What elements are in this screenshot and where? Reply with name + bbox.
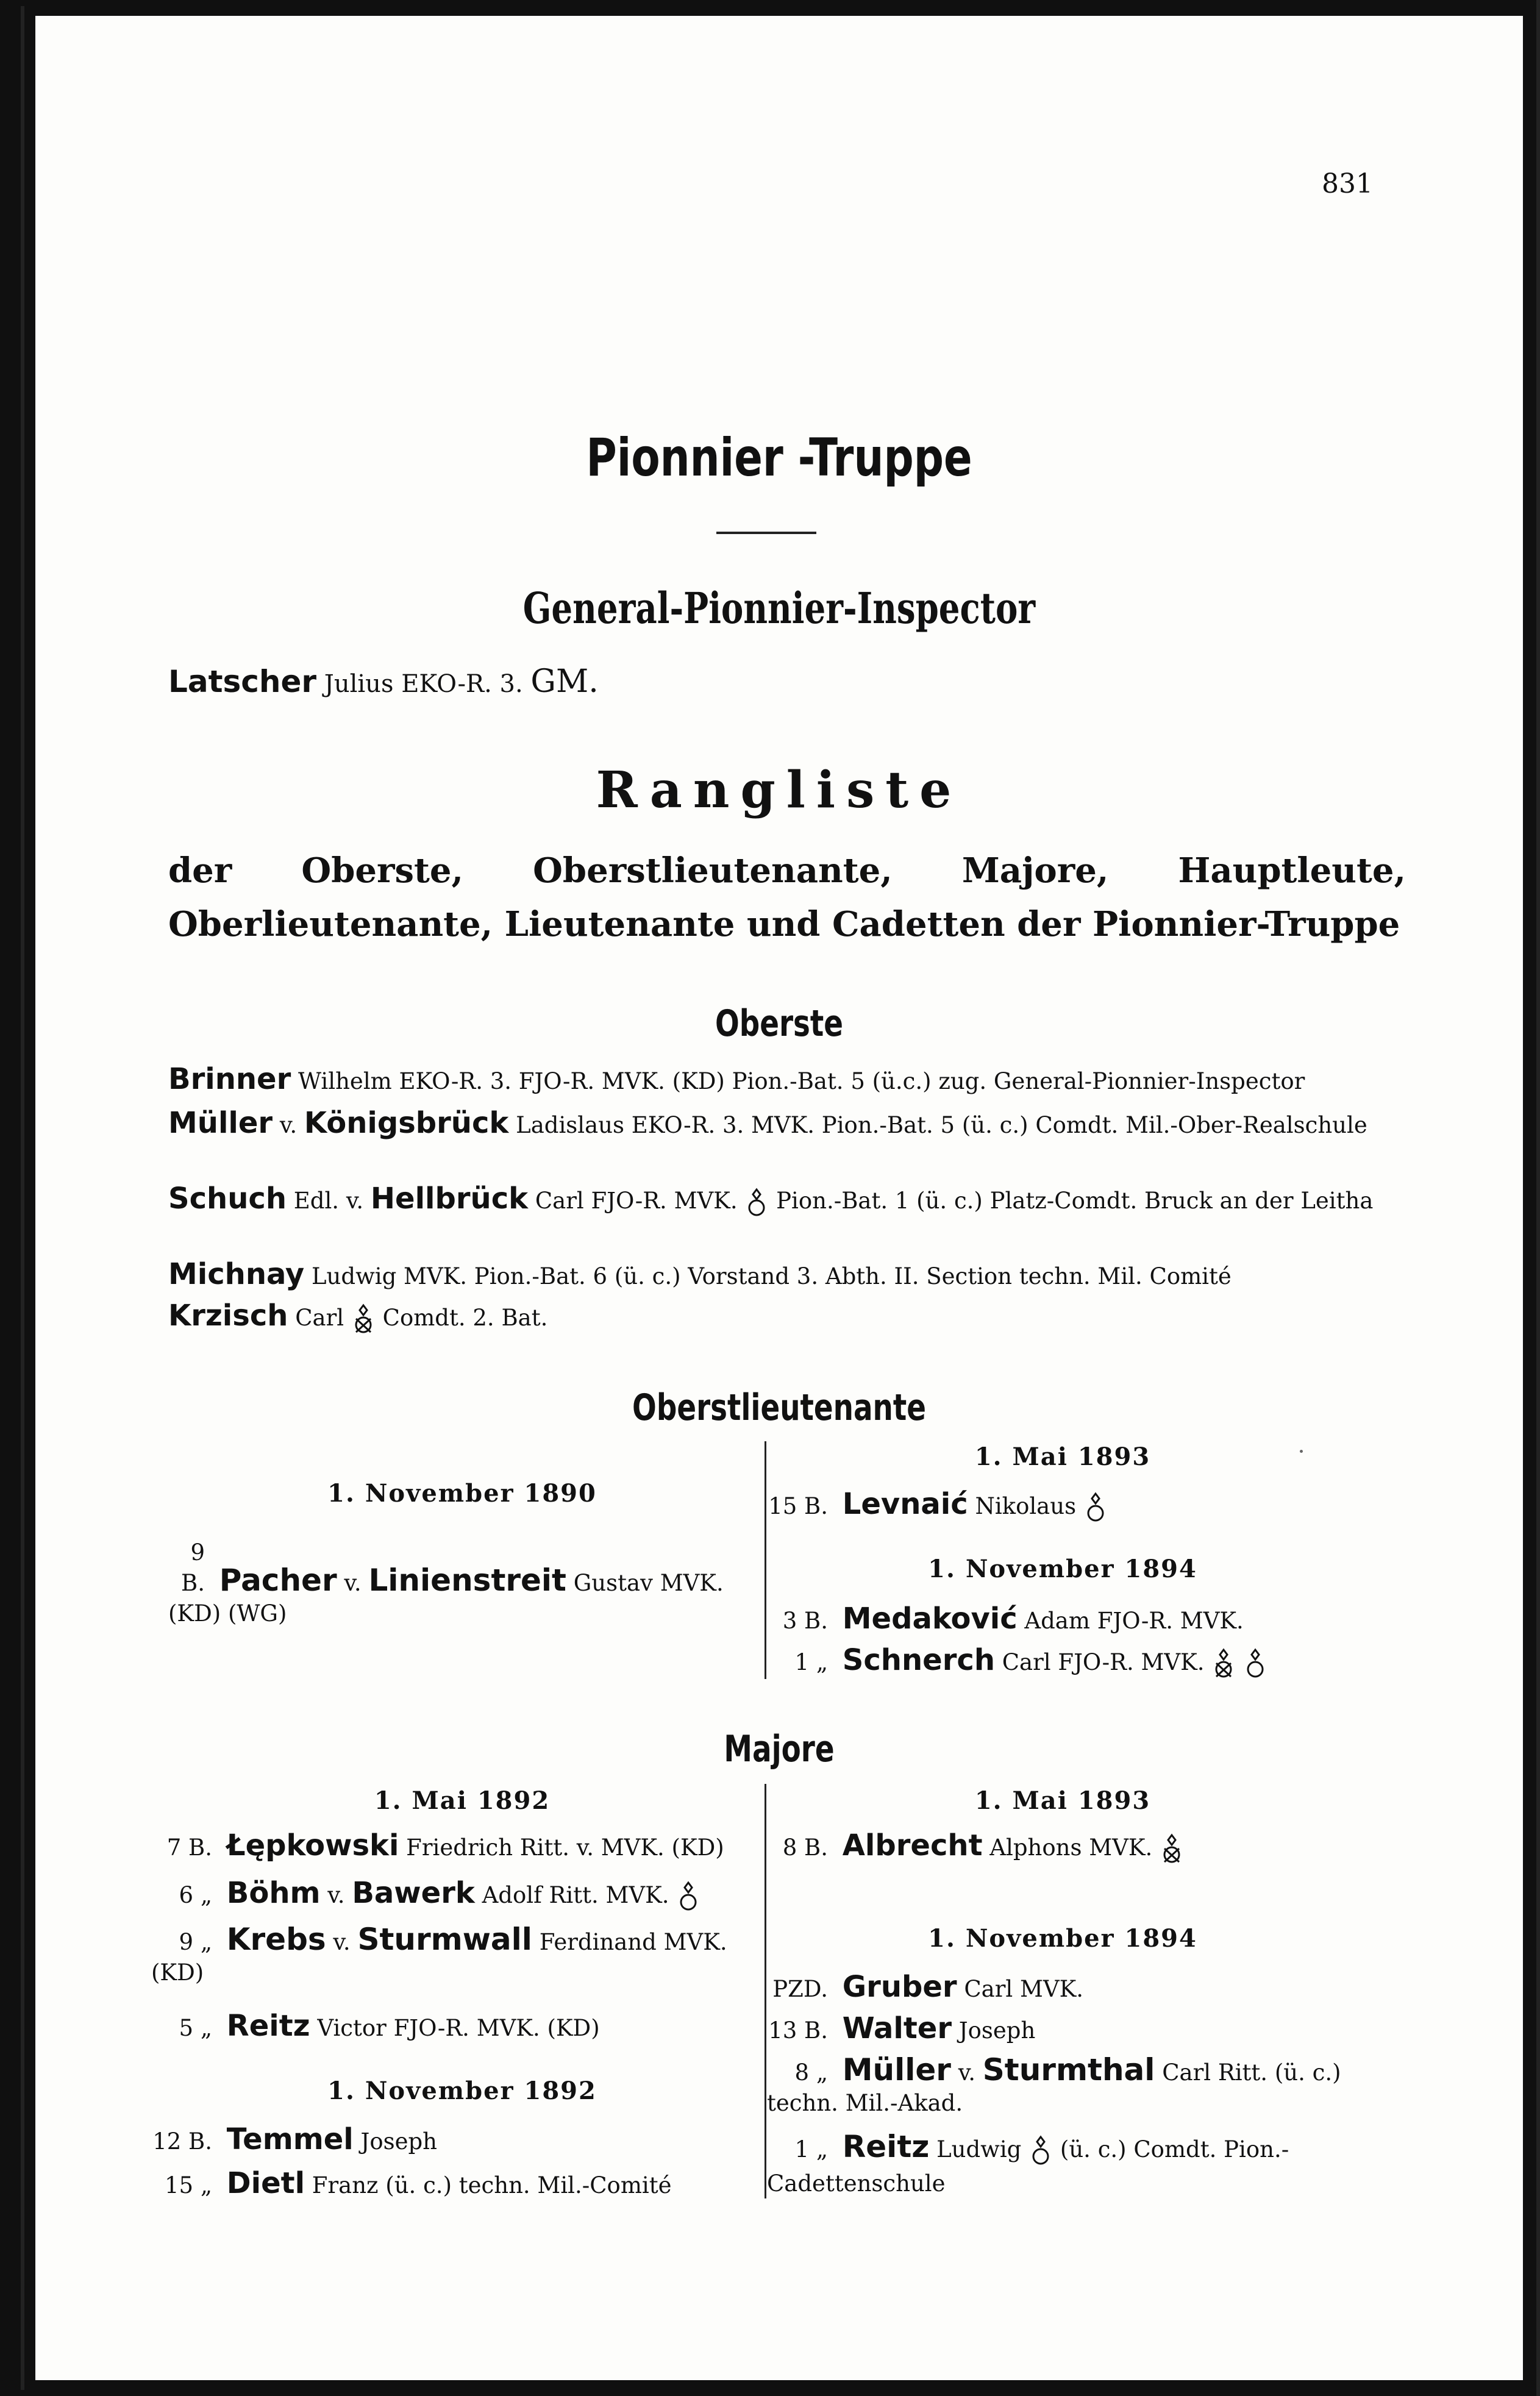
olt-entry-schnerch [767, 1645, 1267, 1681]
column-divider [765, 1441, 766, 1679]
document-page [35, 16, 1523, 2380]
entry-name2: Bawerk [352, 1876, 475, 1910]
inspector-rank: GM. [530, 663, 599, 700]
entry-given: Friedrich Ritt. v. [406, 1834, 594, 1861]
entry-prep: v. [333, 1929, 351, 1955]
oberst-entry-schuch [168, 1183, 1406, 1219]
section-general-pionnier-inspector: General-Pionnier-Inspector [522, 583, 1036, 633]
entry-name: Temmel [226, 2122, 354, 2156]
major-entry-reitz-victor [151, 2011, 600, 2044]
entry-text: (ü. c.) techn. Mil.-Akad. [767, 2059, 1341, 2116]
entry-text: MVK. Pion.-Bat. 6 (ü. c.) Vorstand 3. Abth. II. Section techn. Mil. Comité [404, 1263, 1232, 1289]
entry-given: Carl Ritt. [1162, 2059, 1268, 2086]
entry-name: Gruber [842, 1970, 957, 2004]
major-entry-boehm [151, 1878, 700, 1914]
entry-number: 6 „ [179, 1882, 212, 1908]
entry-name: Schuch [168, 1182, 287, 1216]
entry-given: Gustav [573, 1570, 653, 1596]
olt-entry-medakovic [767, 1603, 1244, 1636]
title-divider [716, 532, 816, 534]
entry-text: EKO-R. 3. FJO-R. MVK. (KD) Pion.-Bat. 5 (ü.c.) zug. General-Pionnier-Inspector [399, 1068, 1305, 1094]
major-entry-walter [767, 2013, 1035, 2046]
entry-number: 15 „ [164, 2172, 212, 2198]
entry-given: Victor [317, 2015, 387, 2041]
entry-name: Krzisch [168, 1299, 288, 1333]
rangliste-subtitle: der Oberste, Oberstlieutenante, Majore, Hauptleute, Oberlieutenante, Lieutenante und Cadetten der Pionnier-Truppe [168, 850, 1406, 944]
entry-name: Müller [168, 1106, 273, 1140]
entry-number: 15 B. [768, 1493, 828, 1519]
entry-given: Carl [1002, 1649, 1051, 1675]
major-entry-albrecht [767, 1830, 1184, 1867]
page-title: Pionnier -Truppe [586, 427, 972, 488]
rangliste-title: Rangliste [596, 761, 963, 819]
entry-text: FJO-R. MVK. [591, 1188, 738, 1214]
entry-text2: Pion.-Bat. 1 (ü. c.) Platz-Comdt. Bruck an der Leitha [776, 1188, 1374, 1214]
decoration-cross-icon [1028, 2134, 1053, 2169]
page-number: 831 [1322, 168, 1373, 199]
entry-prep: v. [958, 2059, 976, 2086]
olt-entry-levnaic [767, 1489, 1108, 1525]
entry-number: 13 B. [768, 2017, 828, 2044]
decoration-cross-icon [676, 1880, 700, 1914]
inspector-entry [168, 663, 599, 700]
entry-given: Franz [312, 2172, 379, 2198]
entry-name2: Linienstreit [368, 1563, 566, 1598]
scan-right-border [1536, 0, 1540, 2396]
decoration-cross-swords-icon [1160, 1833, 1184, 1867]
major-entry-lepkowski [151, 1830, 724, 1863]
entry-name: Brinner [168, 1062, 291, 1096]
entry-text: (ü. c.) Comdt. Pion.-Cadettenschule [767, 2136, 1289, 2197]
entry-name: Müller [842, 2052, 951, 2088]
entry-name: Reitz [842, 2129, 930, 2164]
major-entry-temmel [151, 2124, 437, 2157]
entry-name: Levnaić [842, 1487, 968, 1521]
inspector-decor: EKO-R. 3. [401, 670, 523, 698]
entry-prep: v. [279, 1112, 298, 1138]
entry-name: Schnerch [842, 1643, 995, 1677]
entry-given: Wilhelm [298, 1068, 392, 1094]
date-heading: 1. Mai 1893 [974, 1786, 1151, 1815]
major-entry-dietl [151, 2168, 672, 2201]
entry-number: 9 „ [179, 1929, 212, 1955]
entry-given: Ladislaus [516, 1112, 624, 1138]
entry-given: Ferdinand [539, 1929, 657, 1955]
entry-name: Dietl [226, 2166, 305, 2200]
entry-name2: Sturmwall [357, 1922, 532, 1957]
entry-number: 3 B. [782, 1608, 828, 1634]
entry-text: Comdt. 2. Bat. [382, 1305, 548, 1331]
entry-name2: Hellbrück [370, 1182, 529, 1216]
entry-name2: Königsbrück [304, 1106, 509, 1140]
entry-given: Joseph [958, 2017, 1036, 2044]
inspector-name: Latscher [168, 664, 317, 699]
entry-name: Łępkowski [226, 1828, 399, 1863]
major-entry-krebs [151, 1924, 761, 1988]
entry-text: EKO-R. 3. MVK. Pion.-Bat. 5 (ü. c.) Comdt. Mil.-Ober-Realschule [631, 1112, 1367, 1138]
entry-number: 8 „ [794, 2059, 828, 2086]
major-entry-mueller-sturmthal [767, 2052, 1407, 2119]
entry-prep: Edl. v. [293, 1188, 364, 1214]
entry-name: Albrecht [842, 1828, 983, 1863]
entry-name: Walter [842, 2011, 952, 2045]
entry-given: Adolf Ritt. [482, 1882, 599, 1908]
oberst-entry-brinner [168, 1063, 1406, 1097]
entry-number: 12 B. [152, 2128, 212, 2155]
decoration-cross-icon [1083, 1491, 1108, 1525]
entry-number: 8 B. [782, 1834, 828, 1861]
entry-name: Böhm [226, 1876, 321, 1910]
entry-text: MVK. (KD) [601, 1834, 724, 1861]
entry-number: 7 B. [166, 1834, 212, 1861]
inspector-given: Julius [324, 670, 394, 698]
entry-given: Ludwig [311, 1263, 397, 1289]
scan-left-border [21, 6, 24, 2390]
date-heading: 1. Mai 1893 [974, 1442, 1151, 1471]
entry-given: Alphons [989, 1834, 1082, 1861]
major-entry-reitz-ludwig [767, 2131, 1407, 2199]
entry-text: MVK. [1020, 1976, 1084, 2002]
entry-text: (ü. c.) techn. Mil.-Comité [385, 2172, 672, 2198]
decoration-cross-swords-icon [1211, 1647, 1236, 1681]
heading-oberstlieutenante: Oberstlieutenante [632, 1386, 926, 1429]
entry-prep: v. [327, 1882, 345, 1908]
heading-oberste: Oberste [715, 1002, 844, 1045]
entry-text: MVK. [1089, 1834, 1153, 1861]
entry-name: Michnay [168, 1257, 305, 1291]
oberst-entry-mueller [168, 1107, 1406, 1141]
date-heading: 1. Mai 1892 [374, 1786, 551, 1815]
date-heading: 1. November 1894 [928, 1924, 1197, 1953]
entry-name: Medaković [842, 1602, 1018, 1636]
speck [1300, 1450, 1303, 1453]
entry-given: Joseph [360, 2128, 438, 2155]
decoration-cross-icon [1243, 1647, 1267, 1681]
heading-majore: Majore [724, 1728, 835, 1770]
entry-given: Ludwig [936, 2136, 1022, 2162]
date-heading: 1. November 1890 [327, 1479, 597, 1508]
entry-given: Carl [295, 1305, 344, 1331]
entry-name: Pacher [219, 1563, 337, 1598]
entry-number: 9 B. [181, 1539, 205, 1596]
entry-text: MVK. (KD) (WG) [168, 1570, 724, 1627]
date-heading: 1. November 1894 [928, 1555, 1197, 1583]
major-entry-gruber [767, 1972, 1083, 2005]
entry-prep: v. [344, 1570, 362, 1596]
date-heading: 1. November 1892 [327, 2077, 597, 2105]
entry-number: PZD. [772, 1976, 828, 2002]
entry-name: Krebs [226, 1922, 326, 1957]
entry-number: 5 „ [179, 2015, 212, 2041]
entry-number: 1 „ [794, 1649, 828, 1675]
entry-given: Nikolaus [975, 1493, 1077, 1519]
entry-given: Carl [964, 1976, 1013, 2002]
decoration-cross-swords-icon [351, 1303, 376, 1337]
entry-text: FJO-R. MVK. [1097, 1608, 1244, 1634]
oberst-entry-krzisch [168, 1300, 1406, 1337]
entry-name: Reitz [226, 2009, 310, 2043]
oberst-entry-michnay [168, 1258, 1406, 1292]
entry-given: Carl [535, 1188, 584, 1214]
entry-text: MVK. [605, 1882, 669, 1908]
entry-number: 1 „ [794, 2136, 828, 2162]
olt-entry-pacher [168, 1538, 760, 1629]
column-divider [765, 1784, 766, 2198]
entry-given: Adam [1024, 1608, 1090, 1634]
entry-name2: Sturmthal [982, 2052, 1155, 2088]
decoration-cross-icon [744, 1187, 769, 1219]
entry-text: FJO-R. MVK. (KD) [393, 2015, 600, 2041]
entry-text: FJO-R. MVK. [1058, 1649, 1205, 1675]
entry-text: MVK. (KD) [151, 1929, 727, 1986]
